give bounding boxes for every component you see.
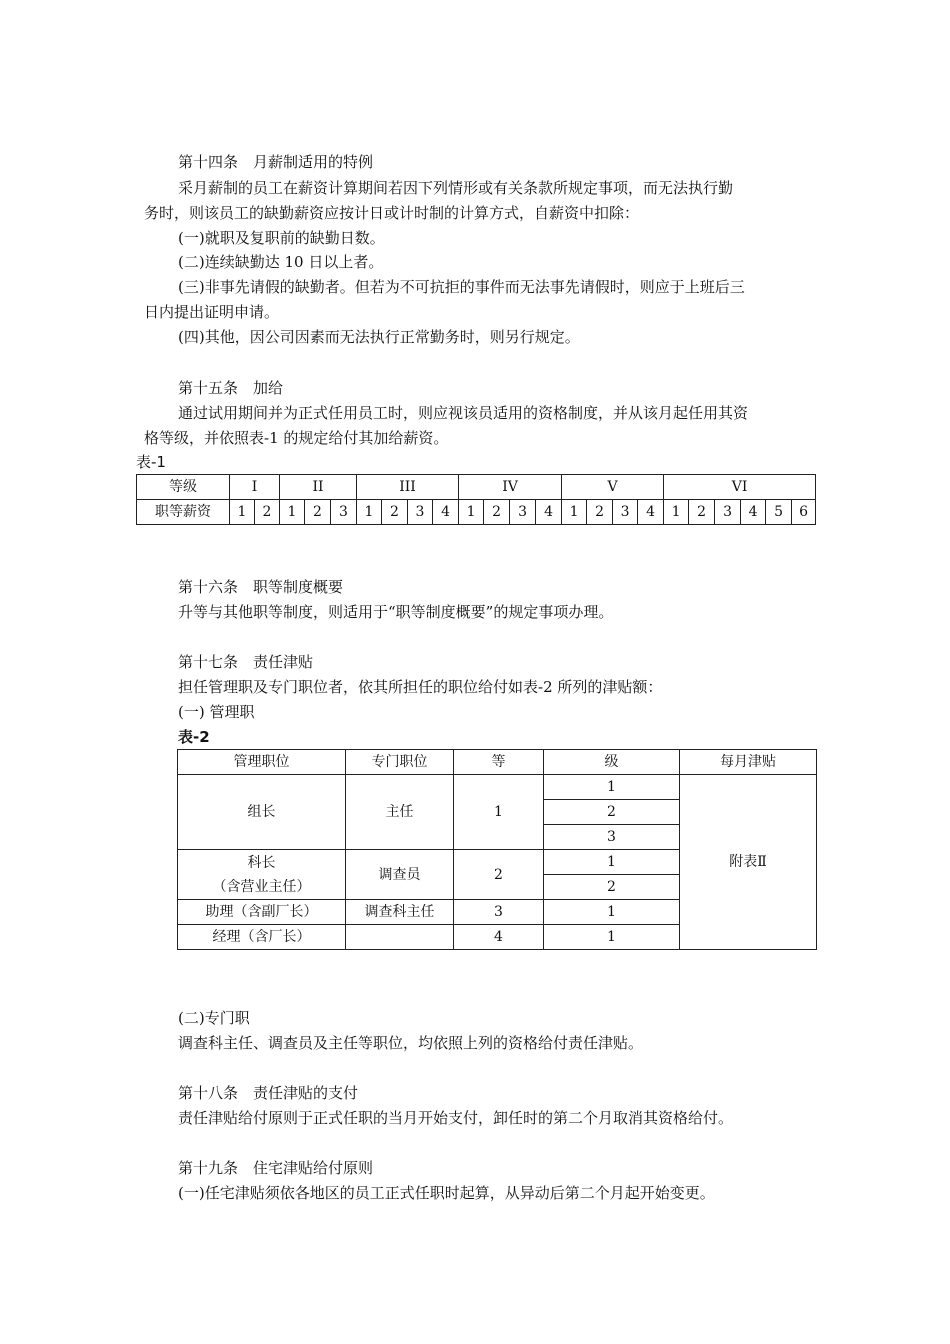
step-cell: 3 — [715, 500, 741, 525]
step-cell: 4 — [741, 500, 766, 525]
step-cell: 3 — [510, 500, 536, 525]
article-14-paragraph-line-1: 采月薪制的员工在薪资计算期间若因下列情形或有关条款所规定事项，而无法执行勤 — [178, 179, 734, 197]
step-cell: 1 — [664, 500, 689, 525]
article-14-paragraph-line-2: 务时，则该员工的缺勤薪资应按计日或计时制的计算方式，自薪资中扣除： — [144, 204, 640, 222]
responsibility-allowance-table — [177, 749, 817, 950]
specialist-position-cell: 调查科主任 — [346, 900, 454, 925]
grade-cell: II — [280, 475, 357, 500]
monthly-allowance-cell: 附表Ⅱ — [680, 775, 817, 950]
grade-cell: 2 — [454, 850, 544, 900]
grade-cell: IV — [459, 475, 562, 500]
header-management-position: 管理职位 — [178, 750, 346, 775]
step-cell: 2 — [382, 500, 408, 525]
article-15-title: 第十五条 加给 — [178, 379, 284, 397]
step-cell: 3 — [408, 500, 433, 525]
header-level: 级 — [544, 750, 680, 775]
specialist-position-cell: 主任 — [346, 775, 454, 850]
management-position-line-2: （含营业主任） — [212, 878, 311, 895]
step-cell: 4 — [638, 500, 664, 525]
step-cell: 5 — [766, 500, 792, 525]
step-cell: 4 — [536, 500, 562, 525]
level-cell: 1 — [544, 925, 680, 950]
article-15-paragraph-line-2: 格等级，并依照表-1 的规定给付其加给薪资。 — [144, 429, 449, 447]
table-row — [178, 775, 817, 800]
table-2-header-row — [178, 750, 817, 775]
step-cell: 6 — [792, 500, 816, 525]
grade-cell: I — [230, 475, 280, 500]
grade-header-row — [137, 475, 816, 500]
article-14-title: 第十四条 月薪制适用的特例 — [178, 153, 374, 171]
management-position-cell — [178, 850, 346, 900]
article-17-title: 第十七条 责任津贴 — [178, 653, 314, 671]
grade-cell: 3 — [454, 900, 544, 925]
grade-cell: V — [562, 475, 664, 500]
grade-cell: 1 — [454, 775, 544, 850]
step-cell: 2 — [587, 500, 613, 525]
level-cell: 1 — [544, 775, 680, 800]
article-16-paragraph: 升等与其他职等制度，则适用于“职等制度概要”的规定事项办理。 — [178, 603, 614, 621]
article-19-title: 第十九条 住宅津贴给付原则 — [178, 1159, 374, 1177]
header-grade: 等 — [454, 750, 544, 775]
table-2-caption: 表-2 — [178, 728, 210, 746]
level-cell: 2 — [544, 800, 680, 825]
management-position-line-1: 科长 — [247, 854, 276, 871]
grade-cell: 4 — [454, 925, 544, 950]
step-cell: 1 — [459, 500, 484, 525]
article-14-item-3-line-2: 日内提出证明申请。 — [144, 303, 280, 321]
article-17-paragraph-2: 调查科主任、调查员及主任等职位，均依照上列的资格给付责任津贴。 — [178, 1034, 644, 1052]
article-18-paragraph: 责任津贴给付原则于正式任职的当月开始支付，卸任时的第二个月取消其资格给付。 — [178, 1109, 734, 1127]
article-16-title: 第十六条 职等制度概要 — [178, 578, 344, 596]
article-14-item-2: (二)连续缺勤达 10 日以上者。 — [178, 253, 384, 271]
article-14-item-4: (四)其他，因公司因素而无法执行正常勤务时，则另行规定。 — [178, 328, 580, 346]
step-cell: 1 — [562, 500, 587, 525]
level-cell: 2 — [544, 875, 680, 900]
step-cell: 3 — [331, 500, 357, 525]
article-14-item-3-line-1: (三)非事先请假的缺勤者。但若为不可抗拒的事件而无法事先请假时，则应于上班后三 — [178, 278, 745, 296]
step-cell: 2 — [689, 500, 715, 525]
step-row-label: 职等薪资 — [137, 500, 230, 525]
step-cell: 1 — [357, 500, 382, 525]
header-specialist-position: 专门职位 — [346, 750, 454, 775]
step-cell: 2 — [255, 500, 280, 525]
management-position-cell: 组长 — [178, 775, 346, 850]
step-cell: 3 — [613, 500, 638, 525]
article-17-paragraph: 担任管理职及专门职位者，依其所担任的职位给付如表-2 所列的津贴额： — [178, 678, 663, 696]
article-14-item-1: (一)就职及复职前的缺勤日数。 — [178, 229, 385, 247]
article-17-subheading-specialist: (二)专门职 — [178, 1009, 250, 1027]
management-position-cell: 经理（含厂长） — [178, 925, 346, 950]
level-cell: 3 — [544, 825, 680, 850]
grade-row-label: 等级 — [137, 475, 230, 500]
step-cell: 1 — [230, 500, 255, 525]
management-position-cell: 助理（含副厂长） — [178, 900, 346, 925]
step-cell: 4 — [433, 500, 459, 525]
table-1-caption: 表-1 — [136, 453, 166, 471]
header-monthly-allowance: 每月津贴 — [680, 750, 817, 775]
article-17-subheading-management: (一) 管理职 — [178, 703, 255, 721]
grade-cell: III — [357, 475, 459, 500]
article-18-title: 第十八条 责任津贴的支付 — [178, 1084, 359, 1102]
grade-cell: VI — [664, 475, 816, 500]
level-cell: 1 — [544, 900, 680, 925]
step-cell: 2 — [305, 500, 331, 525]
level-cell: 1 — [544, 850, 680, 875]
specialist-position-cell: 调查员 — [346, 850, 454, 900]
article-19-item-1: (一)任宅津贴须依各地区的员工正式任职时起算，从异动后第二个月起开始变更。 — [178, 1184, 715, 1202]
specialist-position-cell — [346, 925, 454, 950]
step-cell: 2 — [484, 500, 510, 525]
salary-grade-table — [136, 474, 816, 525]
step-cell: 1 — [280, 500, 305, 525]
step-row — [137, 500, 816, 525]
article-15-paragraph-line-1: 通过试用期间并为正式任用员工时，则应视该员适用的资格制度，并从该月起任用其资 — [178, 404, 749, 422]
